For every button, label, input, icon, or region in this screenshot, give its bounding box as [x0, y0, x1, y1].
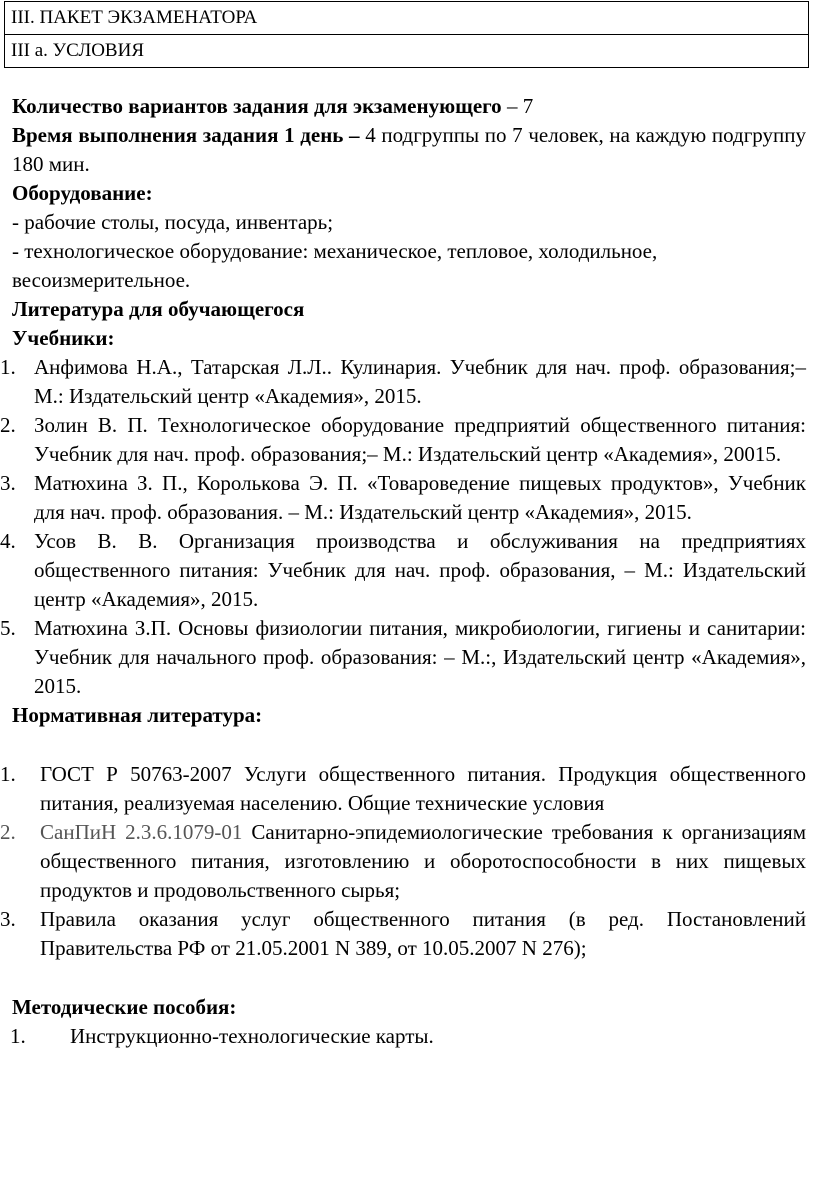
list-item: [0, 905, 806, 963]
literature-heading: Литература для обучающегося: [12, 297, 305, 321]
list-number: 1.: [0, 762, 16, 786]
textbooks-list: [0, 353, 806, 701]
list-number: 5.: [0, 616, 16, 640]
document-body: [0, 92, 807, 1051]
equipment-heading: Оборудование:: [12, 181, 153, 205]
list-item: [0, 527, 806, 614]
list-item: [0, 760, 806, 818]
list-number: 1.: [0, 355, 16, 379]
list-number: 3.: [0, 907, 16, 931]
list-text: Инструкционно-технологические карты.: [70, 1024, 434, 1048]
normative-heading: Нормативная литература:: [12, 703, 263, 727]
list-number: 4.: [0, 529, 16, 553]
textbooks-heading: Учебники:: [12, 326, 115, 350]
section-title: III. ПАКЕТ ЭКЗАМЕНАТОРА: [5, 2, 808, 35]
list-text: Матюхина З. П., Королькова Э. П. «Товароведение пищевых продуктов», Учебник для нач. проф. образования. – М.: Издательский центр «Академия», 2015.: [34, 471, 806, 524]
methodical-heading: Методические пособия:: [12, 995, 237, 1019]
list-number: 1.: [10, 1024, 26, 1048]
equipment-item: - рабочие столы, посуда, инвентарь;: [12, 210, 334, 234]
list-item: [0, 353, 806, 411]
list-text: Правила оказания услуг общественного питания (в ред. Постановлений Правительства РФ от 21.05.2001 N 389, от 10.05.2007 N 276);: [40, 907, 806, 960]
list-text: Золин В. П. Технологическое оборудование предприятий общественного питания: Учебник для нач. проф. образования;– М.: Издательский центр «Академия», 20015.: [34, 413, 806, 466]
list-number: 2.: [0, 413, 16, 437]
sanpin-code: СанПиН 2.3.6.1079-01: [40, 820, 243, 844]
list-text: ГОСТ Р 50763-2007 Услуги общественного питания. Продукция общественного питания, реализуемая населению. Общие технические условия: [40, 762, 806, 815]
variants-value: – 7: [501, 94, 534, 118]
variants-label: Количество вариантов задания для экзаменующего: [12, 94, 502, 118]
list-number: 3.: [0, 471, 16, 495]
list-item: [12, 1022, 806, 1051]
list-item: [0, 469, 806, 527]
variants-line: [12, 92, 806, 121]
list-text: Санитарно-эпидемиологические требования к организациям общественного питания, изготовлению и оборотоспособности в них пищевых продуктов и продовольственного сырья;: [40, 820, 806, 902]
list-text: Анфимова Н.А., Татарская Л.Л.. Кулинария. Учебник для нач. проф. образования;– М.: Издательский центр «Академия», 2015.: [34, 355, 806, 408]
time-label: Время выполнения задания 1 день –: [12, 123, 360, 147]
list-item: [0, 614, 806, 701]
time-value: 4 подгруппы по 7 человек, на каждую подгруппу 180 мин.: [12, 123, 807, 176]
list-item: [0, 818, 806, 905]
list-text: Матюхина З.П. Основы физиологии питания, микробиологии, гигиены и санитарии: Учебник для начального проф. образования: – М.:, Издательский центр «Академия», 2015.: [34, 616, 806, 698]
list-number: 2.: [0, 820, 16, 844]
subsection-title: III а. УСЛОВИЯ: [11, 40, 144, 61]
header-table: [4, 1, 809, 68]
time-line: [12, 121, 806, 179]
equipment-item: - технологическое оборудование: механическое, тепловое, холодильное, весоизмерительное.: [12, 239, 658, 292]
list-item: [0, 411, 806, 469]
list-text: Усов В. В. Организация производства и обслуживания на предприятиях общественного питания: Учебник для нач. проф. образования, – М.: Издательский центр «Академия», 2015.: [34, 529, 806, 611]
normative-list: [0, 760, 806, 963]
